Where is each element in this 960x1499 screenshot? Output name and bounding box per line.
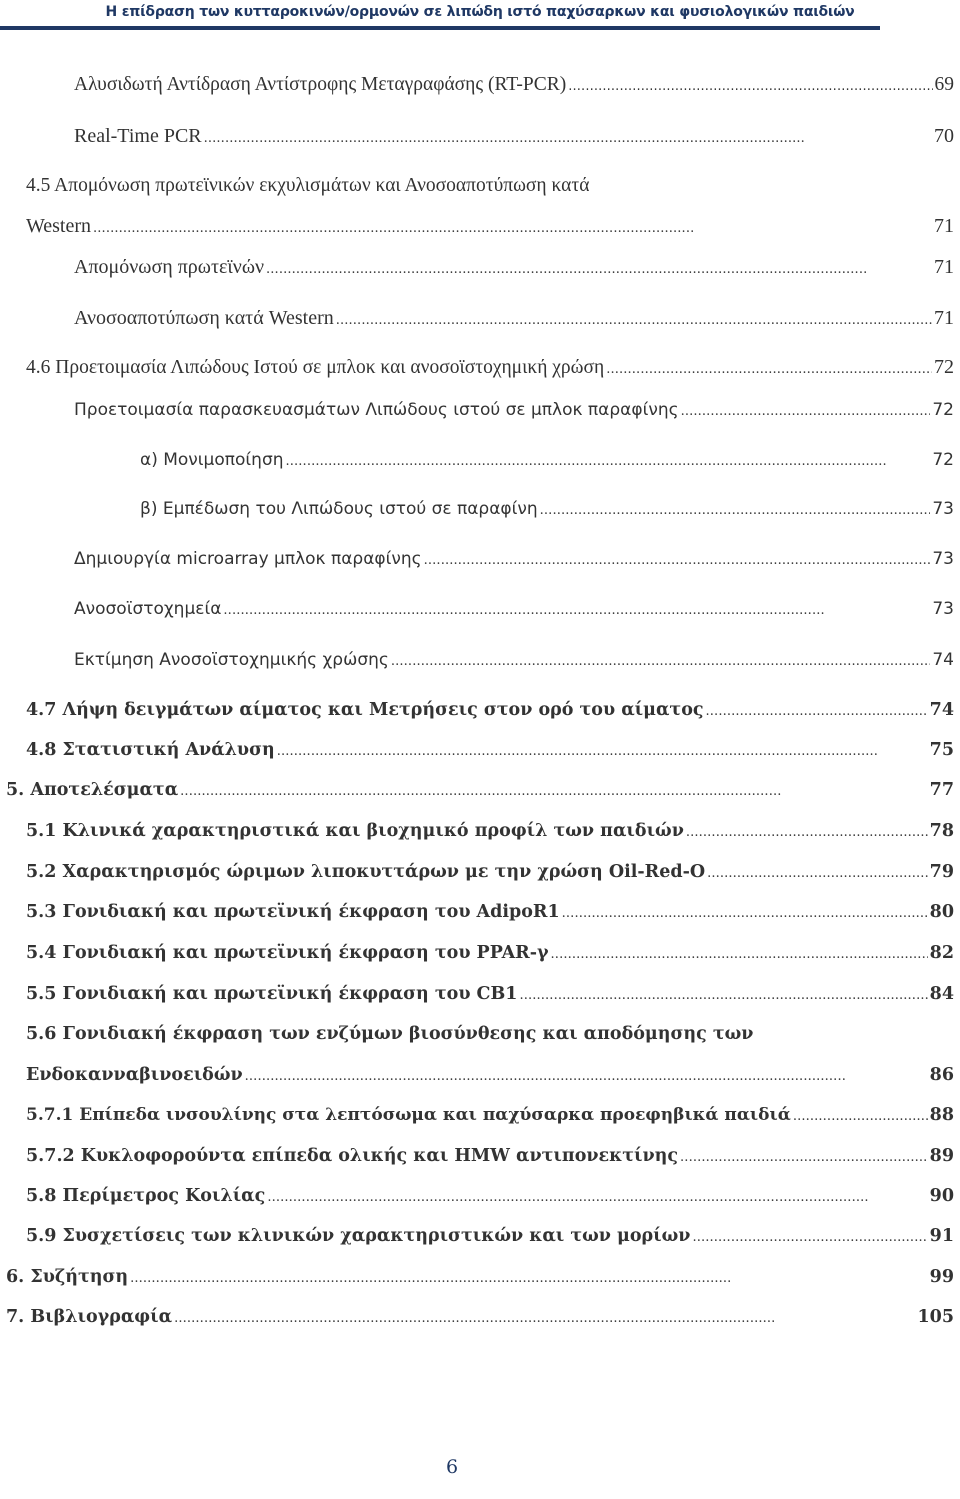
- toc-entry[interactable]: [6, 1302, 954, 1332]
- toc-leader: [424, 544, 931, 574]
- toc-leader: [180, 775, 927, 805]
- toc-entry-title: 4.6 Προετοιμασία Λιπώδους Ιστού σε μπλοκ και ανοσοϊστοχημική χρώση: [26, 357, 605, 378]
- toc-entry[interactable]: [74, 303, 954, 333]
- toc-leader: [606, 353, 932, 382]
- toc-entry-page: 71: [934, 307, 954, 329]
- toc-entry-title: β) Εμπέδωση του Λιπώδους ιστού σε παραφίνη: [140, 499, 538, 519]
- toc-entry-title[interactable]: 4.5 Απομόνωση πρωτεϊνικών εκχυλισμάτων και Ανοσοαποτύπωση κατά: [26, 175, 590, 196]
- toc-entry-page: 79: [929, 862, 954, 882]
- toc-entry[interactable]: [26, 1060, 954, 1090]
- toc-entry[interactable]: [26, 1100, 954, 1130]
- toc-entry-title: 5.7.2 Κυκλοφορούντα επίπεδα ολικής και HMW αντιπονεκτίνης: [26, 1146, 679, 1166]
- header-rule: [0, 26, 880, 30]
- toc-entry-page: 99: [929, 1267, 954, 1287]
- toc-leader: [706, 695, 928, 725]
- toc-leader: [680, 1141, 928, 1171]
- toc-entry[interactable]: [74, 252, 954, 282]
- toc-entry[interactable]: [26, 211, 954, 241]
- toc-entry-page: 72: [932, 400, 954, 420]
- toc-entry-title: 5.1 Κλινικά χαρακτηριστικά και βιοχημικό προφίλ των παιδιών: [26, 821, 684, 841]
- toc-entry-title: Western: [26, 215, 92, 237]
- toc-entry-title: 5. Αποτελέσματα: [6, 780, 179, 800]
- toc-leader: [130, 1262, 928, 1292]
- toc-leader: [793, 1100, 928, 1130]
- toc-entry[interactable]: [74, 70, 954, 100]
- toc-entry-title: 5.7.1 Επίπεδα ινσουλίνης στα λεπτόσωμα και παχύσαρκα προεφηβικά παιδιά: [26, 1105, 791, 1125]
- toc-leader: [174, 1302, 915, 1332]
- toc-entry-page: 88: [929, 1105, 954, 1125]
- toc-leader: [267, 1181, 927, 1211]
- toc-entry[interactable]: [26, 979, 954, 1009]
- toc-entry-title: 7. Βιβλιογραφία: [6, 1307, 173, 1327]
- toc-entry-title: 6. Συζήτηση: [6, 1267, 129, 1287]
- toc-entry[interactable]: [26, 695, 954, 725]
- toc-leader: [692, 1221, 927, 1251]
- toc-leader: [551, 938, 928, 968]
- toc-entry[interactable]: [26, 735, 954, 765]
- toc-entry[interactable]: [26, 857, 954, 887]
- toc-entry[interactable]: [74, 594, 954, 624]
- toc-entry-page: 73: [932, 549, 954, 569]
- toc-entry-title: Ενδοκανναβινοειδών: [26, 1065, 243, 1085]
- toc-entry[interactable]: [26, 1181, 954, 1211]
- toc-entry-title: 5.4 Γονιδιακή και πρωτεϊνική έκφραση του PPAR-γ: [26, 943, 549, 963]
- toc-leader: [93, 212, 932, 241]
- toc-entry-title: Ανοσοϊστοχημεία: [74, 599, 222, 619]
- toc-leader: [336, 304, 932, 333]
- toc-entry-page: 77: [929, 780, 954, 800]
- running-header: Η επίδραση των κυτταροκινών/ορμονών σε λιπώδη ιστό παχύσαρκων και φυσιολογικών παιδιών: [105, 4, 855, 20]
- toc-leader: [707, 857, 928, 887]
- toc-leader: [562, 897, 928, 927]
- toc-entry-page: 84: [929, 984, 954, 1004]
- toc-entry-page: 73: [932, 499, 954, 519]
- toc-entry[interactable]: [26, 816, 954, 846]
- toc-entry-page: 72: [934, 356, 954, 378]
- toc-entry-title: 4.8 Στατιστική Ανάλυση: [26, 740, 275, 760]
- toc-entry[interactable]: [6, 775, 954, 805]
- toc-leader: [681, 395, 931, 425]
- toc-leader: [277, 735, 928, 765]
- toc-leader: [266, 253, 932, 282]
- toc-entry-title: Αλυσιδωτή Αντίδραση Αντίστροφης Μεταγραφάσης (RT-PCR): [74, 74, 567, 95]
- toc-entry-page: 90: [929, 1186, 954, 1206]
- toc-entry-page: 72: [932, 450, 954, 470]
- toc-entry[interactable]: [140, 445, 954, 475]
- toc-leader: [204, 122, 932, 151]
- toc-entry-page: 70: [934, 125, 954, 147]
- toc-entry-page: 82: [929, 943, 954, 963]
- toc-entry-page: 75: [929, 740, 954, 760]
- toc-entry[interactable]: [26, 938, 954, 968]
- toc-entry-page: 73: [932, 599, 954, 619]
- toc-entry[interactable]: [6, 1262, 954, 1292]
- toc-leader: [245, 1060, 928, 1090]
- toc-entry-title: Εκτίμηση Ανοσοϊστοχημικής χρώσης: [74, 650, 389, 670]
- toc-entry-title: 5.8 Περίμετρος Κοιλίας: [26, 1186, 266, 1206]
- toc-entry-title: α) Μονιμοποίηση: [140, 450, 284, 470]
- toc-entry-page: 89: [929, 1146, 954, 1166]
- toc-leader: [540, 494, 931, 524]
- toc-entry[interactable]: [74, 645, 954, 675]
- toc-entry-page: 91: [929, 1226, 954, 1246]
- toc-leader: [286, 445, 931, 475]
- toc-entry-page: 71: [934, 215, 954, 237]
- toc-entry[interactable]: [140, 494, 954, 524]
- toc-entry-title[interactable]: 5.6 Γονιδιακή έκφραση των ενζύμων βιοσύνθεσης και αποδόμησης των: [26, 1024, 754, 1044]
- toc-entry-title: Απομόνωση πρωτεϊνών: [74, 256, 265, 278]
- toc-leader: [519, 979, 927, 1009]
- toc-entry-page: 80: [929, 902, 954, 922]
- toc-entry-page: 69: [934, 74, 954, 95]
- toc-entry-page: 78: [929, 821, 954, 841]
- toc-entry[interactable]: [26, 352, 954, 382]
- page-number: 6: [445, 1456, 459, 1478]
- toc-leader: [223, 594, 930, 624]
- toc-entry-title: Ανοσοαποτύπωση κατά Western: [74, 307, 334, 329]
- toc-leader: [391, 645, 930, 675]
- toc-entry-page: 71: [934, 256, 954, 278]
- toc-entry-page: 105: [917, 1307, 954, 1327]
- toc-entry[interactable]: [74, 395, 954, 425]
- toc-entry-title: Real-Time PCR: [74, 125, 202, 147]
- toc-entry[interactable]: [26, 1221, 954, 1251]
- toc-entry[interactable]: [74, 544, 954, 574]
- toc-entry-title: 5.9 Συσχετίσεις των κλινικών χαρακτηριστικών και των μορίων: [26, 1226, 691, 1246]
- toc-entry-title: 5.5 Γονιδιακή και πρωτεϊνική έκφραση του CB1: [26, 984, 518, 1004]
- toc-entry-title: Προετοιμασία παρασκευασμάτων Λιπώδους ιστού σε μπλοκ παραφίνης: [74, 400, 679, 420]
- toc-entry-page: 74: [932, 650, 954, 670]
- toc-entry-title: Δημιουργία microarray μπλοκ παραφίνης: [74, 549, 422, 569]
- toc-entry-title: 4.7 Λήψη δειγμάτων αίματος και Μετρήσεις στον ορό του αίματος: [26, 700, 704, 720]
- toc-entry[interactable]: [26, 1141, 954, 1171]
- toc-entry[interactable]: [26, 897, 954, 927]
- toc-entry[interactable]: [74, 121, 954, 151]
- toc-entry-title: 5.3 Γονιδιακή και πρωτεϊνική έκφραση του AdipoR1: [26, 902, 560, 922]
- toc-entry-title: 5.2 Χαρακτηρισμός ώριμων λιποκυττάρων με την χρώση Oil-Red-O: [26, 862, 706, 882]
- toc-leader: [686, 816, 928, 846]
- toc-entry-page: 74: [929, 700, 954, 720]
- toc-leader: [568, 70, 932, 100]
- toc-entry-page: 86: [929, 1065, 954, 1085]
